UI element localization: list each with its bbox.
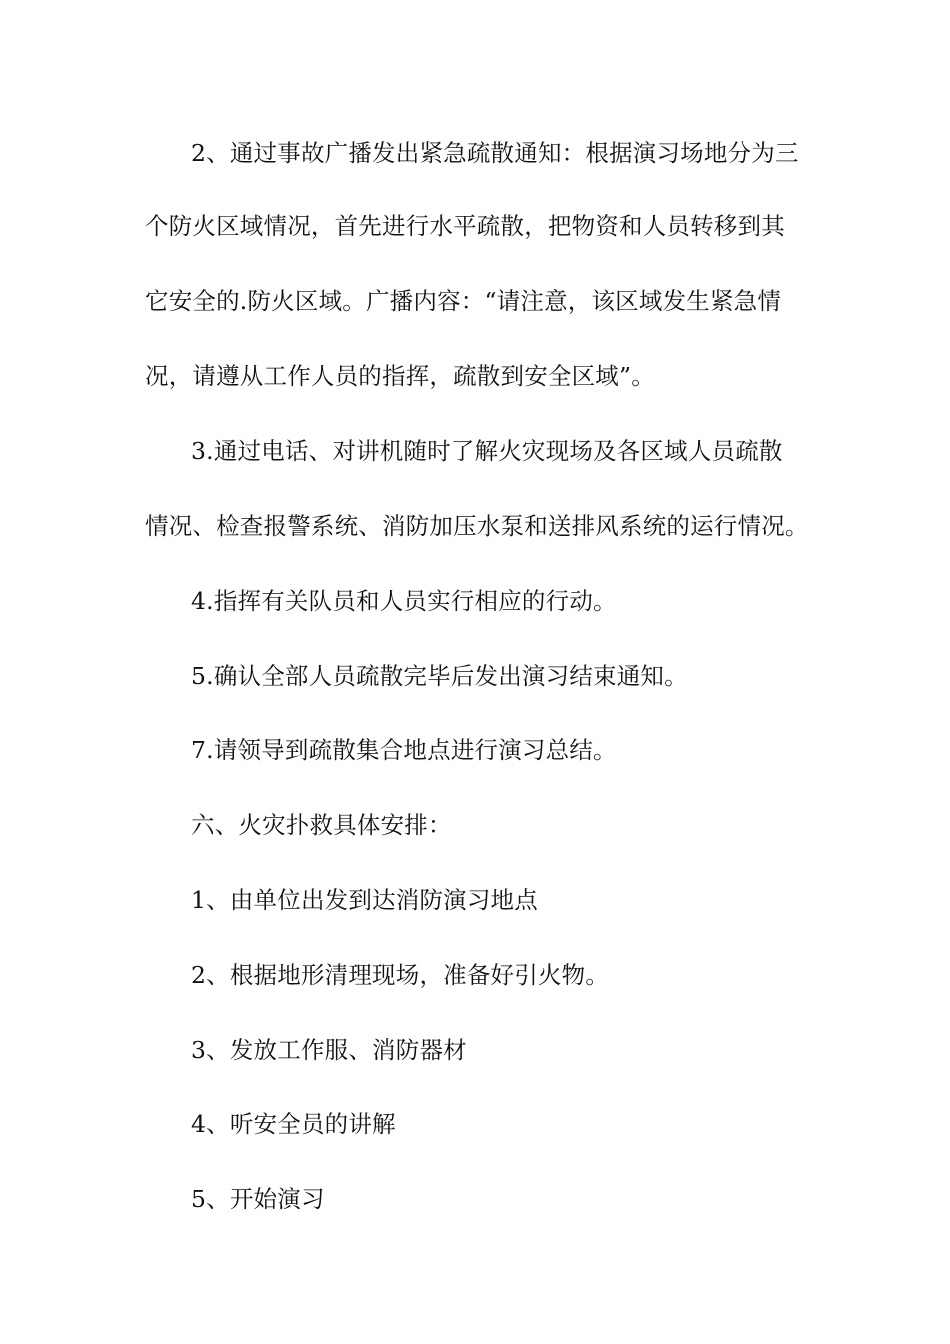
paragraph-line: 2、通过事故广播发出紧急疏散通知：根据演习场地分为三 xyxy=(191,139,799,167)
paragraph-line: 5.确认全部人员疏散完毕后发出演习结束通知。 xyxy=(191,662,688,690)
paragraph-line: 7.请领导到疏散集合地点进行演习总结。 xyxy=(191,736,617,764)
paragraph-line: 3.通过电话、对讲机随时了解火灾现场及各区域人员疏散 xyxy=(191,437,783,465)
list-item: 2、根据地形清理现场，准备好引火物。 xyxy=(191,961,610,989)
list-item: 4、听安全员的讲解 xyxy=(191,1110,396,1138)
paragraph-line: 况，请遵从工作人员的指挥，疏散到安全区域”。 xyxy=(145,362,655,390)
paragraph-line: 情况、检查报警系统、消防加压水泵和送排风系统的运行情况。 xyxy=(145,512,809,540)
section-heading: 六、火灾扑救具体安排： xyxy=(191,811,452,839)
list-item: 3、发放工作服、消防器材 xyxy=(191,1036,467,1064)
list-item: 5、开始演习 xyxy=(191,1185,325,1213)
paragraph-line: 它安全的.防火区域。广播内容：“请注意，该区域发生紧急情 xyxy=(145,287,782,315)
list-item: 1、由单位出发到达消防演习地点 xyxy=(191,886,538,914)
paragraph-line: 4.指挥有关队员和人员实行相应的行动。 xyxy=(191,587,617,615)
paragraph-line: 个防火区域情况，首先进行水平疏散，把物资和人员转移到其 xyxy=(145,212,785,240)
